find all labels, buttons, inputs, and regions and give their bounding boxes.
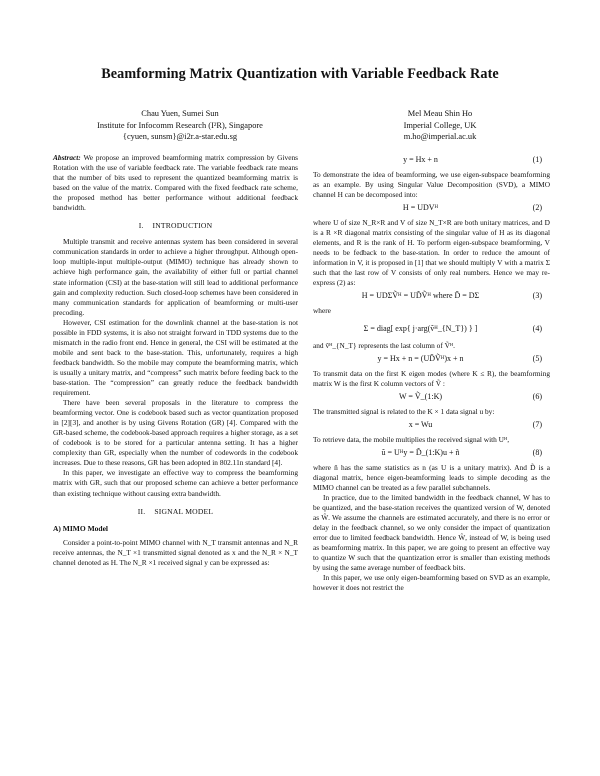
abstract <box>53 153 298 213</box>
intro-paragraph: Multiple transmit and receive antennas system has been considered in several communication standards in order to achieve a higher throughput. Although open-loop multiple-input multiple-output (MIMO) technique has already shown to achieve high performance gain, the availability of either full or partial channel state information (CSI) at the base-station will still lead to additional performance gain and complexity reduction. Such closed-loop schemes have been considered in many communication standards for application of beamforming or multi-user precoding. <box>53 237 298 317</box>
equation-3 <box>313 288 550 306</box>
equation-number: (5) <box>532 353 542 363</box>
equation-number: (8) <box>532 447 542 457</box>
author-block-2 <box>325 108 555 143</box>
equation-body: W = Ṽ_(1:K) <box>398 391 443 401</box>
subsection-heading-mimo-model: A) MIMO Model <box>53 523 108 533</box>
equation-5 <box>313 351 550 369</box>
paper-title: Beamforming Matrix Quantization with Variable Feedback Rate <box>101 66 499 82</box>
signal-model-paragraph: Consider a point-to-point MIMO channel with N_T transmit antennas and N_R receive antennas, the N_T ×1 transmitted signal denoted as x and the N_R × N_T channel denoted as H. The N_R ×1 received signal y can be expressed as: <box>53 537 298 567</box>
equation-8 <box>313 445 550 463</box>
equation-body: ũ = Uᴴy = D̃_(1:K)u + ñ <box>381 447 460 457</box>
section-heading-introduction <box>53 221 298 231</box>
equation-4 <box>313 317 550 341</box>
equation-number: (2) <box>532 203 542 213</box>
author-email: m.ho@imperial.ac.uk <box>403 132 477 141</box>
section-heading-signal-model <box>53 507 298 517</box>
abstract-text: We propose an improved beamforming matrix compression by Givens Rotation with the use of variable feedback rate. The variable feedback rate means that the number of bits used to represent the quantized beamforming matrix is based on the value of the matrix. Compared with the fixed feedback rate scheme, the proposed method has better performance without additional feedback bandwidth. <box>53 153 298 213</box>
body-paragraph: and ṽᴴ_{N_T} represents the last column of Ṽᴴ. <box>313 340 456 350</box>
equation-body: y = Hx + n <box>403 155 438 164</box>
body-paragraph: where ñ has the same statistics as n (as U is a unitary matrix). And D̃ is a diagonal matrix, hence eigen-beamforming leads to simple decoding as the MIMO channel can be treated as a few parallel subchannels. <box>313 462 550 492</box>
equation-6 <box>313 389 550 407</box>
equation-number: (6) <box>532 391 542 401</box>
body-paragraph: To demonstrate the idea of beamforming, we use eigen-subspace beamforming as an example. By using Singular Value Decomposition (SVD), a MIMO channel H can be decomposed into: <box>313 170 550 200</box>
section-title: SIGNAL MODEL <box>154 506 214 516</box>
body-paragraph: where <box>313 306 331 316</box>
body-paragraph: In this paper, we use only eigen-beamforming based on SVD as an example, however it does not restrict the <box>313 573 550 593</box>
equation-1 <box>313 152 550 170</box>
author-names: Chau Yuen, Sumei Sun <box>141 109 219 118</box>
equation-7 <box>313 417 550 435</box>
author-names: Mel Meau Shin Ho <box>407 109 473 118</box>
intro-paragraph: There have been several proposals in the literature to compress the beamforming vector. One is codebook based such as vector quantization proposed in [2][3], and another is by using Givens Rotation (GR) [4]. Compared with the GR-based scheme, the codebook-based approach requires a higher storage, as a set of codebook is to be stored for a particular antenna setting. It has a higher complexity than GR, especially when the number of codewords in the codebook increases. Due to these reasons, GR has been adopted in 802.11n standard [4]. <box>53 398 298 468</box>
intro-paragraph: In this paper, we investigate an effective way to compress the beamforming matrix with GR, such that our proposed scheme can achieve a better performance than existing technique without causing extra bandwidth. <box>53 468 298 498</box>
left-column <box>53 153 298 568</box>
body-paragraph: To transmit data on the first K eigen modes (where K ≤ R), the beamforming matrix W is the first K column vectors of Ṽ : <box>313 368 550 388</box>
abstract-label: Abstract: <box>53 153 81 162</box>
equation-2 <box>313 200 550 218</box>
equation-body: H = UDVᴴ <box>402 203 439 213</box>
author-affiliation: Institute for Infocomm Research (I²R), Singapore <box>97 120 263 130</box>
author-block-1 <box>60 108 300 143</box>
intro-paragraph: However, CSI estimation for the downlink channel at the base-station is not possible in FDD systems, it is also not straight forward in TDD systems due to the mismatch in the radio front end. Hence in general, the CSI will be estimated at the mobile and sent back to the base-station. This, unfortunately, requires a high feedback bandwidth. So the mobile may compute the beamforming matrix, which is usually a unitary matrix, and “compress” such matrix before feeding back to the base-station. The “compression” can greatly reduce the feedback bandwidth requirement. <box>53 317 298 398</box>
section-number: I. <box>138 221 144 231</box>
equation-number: (3) <box>532 291 542 301</box>
body-paragraph: where U of size N_R×R and V of size N_T×R are both unitary matrices, and D is a R ×R diagonal matrix consisting of the singular value of H as its diagonal elements, and R is the rank of H. To perform eigen-subspace beamforming, V needs to be fedback to the base-station. In order to reduce the amount of information in V, it is proposed in [1] that we should multiply V with a matrix Σ such that the last row of V consists of only real numbers. Hence we may re-express (2) as: <box>313 218 550 288</box>
equation-body: x = Wu <box>408 419 433 429</box>
section-number: II. <box>137 506 146 516</box>
body-paragraph: The transmitted signal is related to the K × 1 data signal u by: <box>313 406 495 416</box>
body-paragraph: To retrieve data, the mobile multiplies the received signal with Uᴴ, <box>313 434 510 444</box>
equation-body: Σ = diag[ exp{ j·arg(ṽᴴ_{N_T}) } ] <box>363 323 478 333</box>
right-column <box>313 152 550 593</box>
section-title: INTRODUCTION <box>152 221 213 231</box>
author-affiliation: Imperial College, UK <box>403 120 477 130</box>
equation-number: (7) <box>532 419 542 429</box>
author-email: {cyuen, sunsm}@i2r.a-star.edu.sg <box>122 132 238 141</box>
equation-number: (4) <box>532 323 542 333</box>
equation-number: (1) <box>532 155 542 164</box>
equation-body: y = Hx + n = (UD̃Ṽᴴ)x + n <box>377 353 464 363</box>
body-paragraph: In practice, due to the limited bandwidth in the feedback channel, W has to be quantized, and the base-station receives the quantized version of W, denoted as Ŵ. We assume the channels are estimated accurately, and there is no error or delay in the feedback channel, so we only consider the impact of quantization error due to limited feedback bandwidth. Hence Ŵ, instead of W, is being used as beamforming matrix. In this paper, we are going to present an effective way to quantize W such that the quantization error is smaller than existing methods by using the same average number of feedback bits. <box>313 492 550 573</box>
equation-body: H = UDΣṼᴴ = UD̃Ṽᴴ where D̃ = DΣ <box>361 291 480 301</box>
